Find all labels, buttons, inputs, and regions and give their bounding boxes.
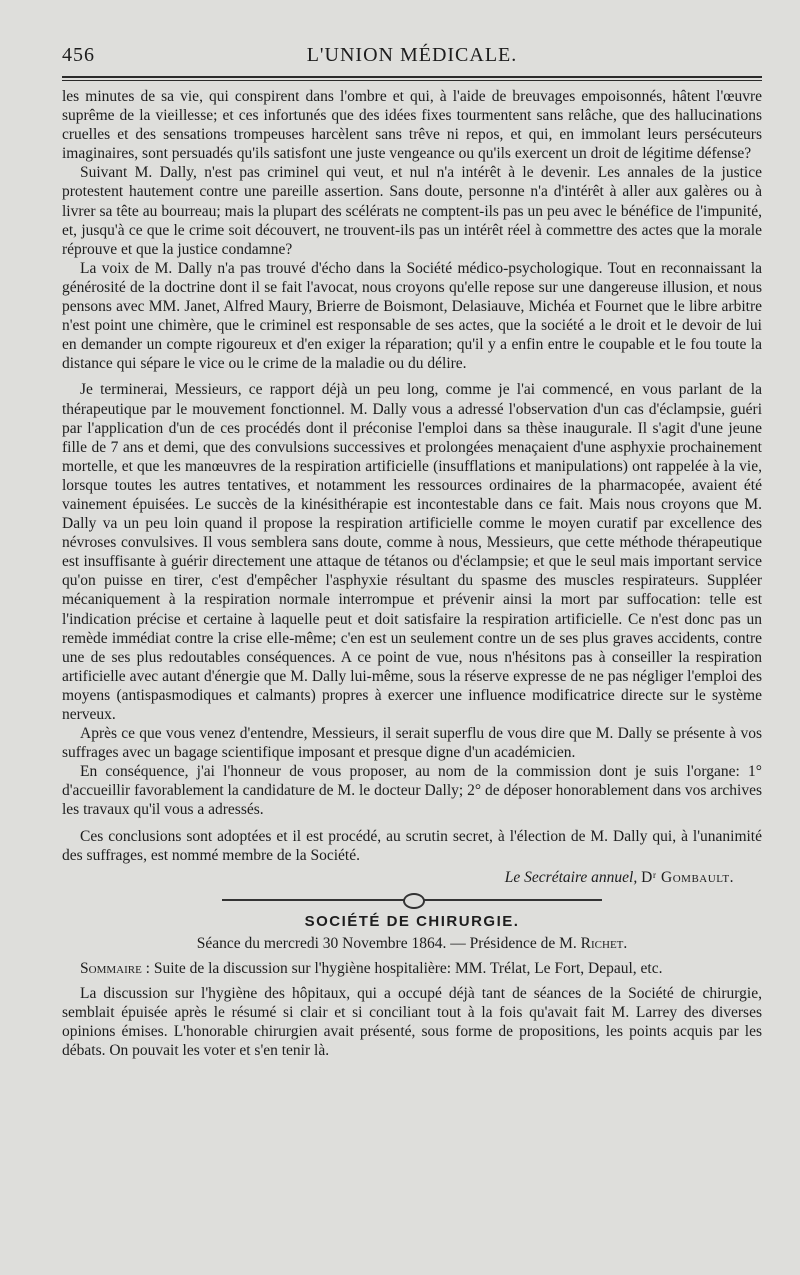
paragraph-7: Ces conclusions sont adoptées et il est procédé, au scrutin secret, à l'élection de M. Dally qui, à l'unanimité des suffrages, est nommé membre de la Société. [62, 827, 762, 864]
journal-title: L'UNION MÉDICALE. [306, 44, 518, 66]
summary-line [62, 959, 762, 978]
paragraph-2: Suivant M. Dally, n'est pas criminel qui veut, et nul n'a intérêt à le devenir. Les annales de la justice protestent hautement contre une pareille assertion. Sans doute, personne n'a d'intérêt à aller aux galères ou à livrer sa tête au bourreau; mais la plupart des scélérats ne comptent-ils pas un peu avec le bénéfice de l'impunité, et, jusqu'à ce que le crime soit découvert, ne trouvent-ils pas un intérêt réel à commettre des actes que la morale réprouve et que la justice condamne? [62, 164, 762, 258]
paragraph-4: Je terminerai, Messieurs, ce rapport déjà un peu long, comme je l'ai commencé, en vous parlant de la thérapeutique par le mouvement fonctionnel. M. Dally vous a adressé l'observation d'un cas d'éclampsie, guéri par l'application d'un de ces procédés dont il préconise l'emploi dans sa thèse inaugurale. Il s'agit d'une jeune fille de 7 ans et demi, que des convulsions successives et prolongées menaçaient d'une asphyxie prochainement mortelle, et que les manœuvres de la respiration artificielle (insufflations et manipulations) ont rappelée à la vie, lorsque toutes les autres tentatives, et notamment les ressources ordinaires de la pharmacopée, avaient été vainement épuisées. Le succès de la kinésithérapie est incontestable dans ce fait. Mais nous croyons que M. Dally va un peu loin quand il propose la respiration artificielle comme le moyen curatif par excellence des névroses convulsives. Il vous semblera sans doute, comme à nous, Messieurs, que cette méthode thérapeutique est insuffisante à guérir directement une attaque de tétanos ou d'éclampsie; et que le seul mais important service qu'on puisse en tirer, c'est d'empêcher l'asphyxie résultant du spasme des muscles respirateurs. Suppléer mécaniquement à la respiration normale interrompue et prévenir ainsi la mort par suffocation: telle est l'indication précise et certaine à laquelle peut et doit satisfaire la respiration artificielle. Ce n'est donc pas un remède immédiat contre la crise elle-même; c'en est un seulement contre un de ses plus graves accidents, contre une de ses plus redoutables conséquences. A ce point de vue, nous n'hésitons pas à conseiller la respiration artificielle avec autant d'énergie que M. Dally lui-même, sous la réserve expresse de ne pas négliger l'emploi des moyens (antispasmodiques et calmants) propres à exercer une influence modificatrice directe sur le système nerveux. [62, 381, 762, 723]
paragraph-5: Après ce que vous venez d'entendre, Messieurs, il serait superflu de vous dire que M. Dally se présente à vos suffrages avec un bagage scientifique imposant et presque digne d'un académicien. [62, 725, 762, 762]
paragraph-3: La voix de M. Dally n'a pas trouvé d'écho dans la Société médico-psychologique. Tout en reconnaissant la générosité de la doctrine dont il se fait l'avocat, nous croyons qu'elle repose sur une dangereuse illusion, et nous pensons avec MM. Janet, Alfred Maury, Brierre de Boismont, Delasiauve, Michéa et Fournet que le libre arbitre n'est point une chimère, que le criminel est responsable de ses actes, que la société a le droit et le devoir de lui en demander un compte rigoureux et d'en exiger la réparation; qu'il y a enfin entre le coupable et le fou toute la distance qui sépare le vice ou le crime de la maladie ou du délire. [62, 259, 762, 373]
header-rule [62, 76, 762, 81]
section-body [62, 984, 762, 1060]
article-body [62, 87, 762, 865]
section-title: SOCIÉTÉ DE CHIRURGIE. [304, 912, 520, 930]
signature [62, 868, 734, 887]
session-text: Séance du mercredi 30 Novembre 1864. — Présidence de M. [196, 934, 577, 952]
signature-name: Dʳ Gombault. [641, 868, 734, 886]
signature-role: Le Secrétaire annuel, [504, 868, 638, 886]
session-president: Richet. [580, 934, 628, 952]
paragraph-1: les minutes de sa vie, qui conspirent dans l'ombre et qui, à l'aide de breuvages empoisonnés, hâtent l'œuvre suprême de la vieillesse; et ces infortunés que des idées fixes tourmentent sans relâche, que des hallucinations cruelles et des sensations trompeuses harcèlent sans trêve ni repos, et qui, en immolant leurs persécuteurs imaginaires, sont persuadés qu'ils satisfont une juste vengeance ou qu'ils exercent un droit de légitime défense? [62, 88, 762, 163]
section-paragraph: La discussion sur l'hygiène des hôpitaux, qui a occupé déjà tant de séances de la Société de chirurgie, semblait épuisée après le résumé si clair et si conciliant tout à la fois qu'avait fait M. Larrey des diverses opinions émises. L'honorable chirurgien avait présenté, sous forme de propositions, les points acquis par les débats. On pouvait les voter et s'en tenir là. [62, 984, 762, 1060]
paragraph-6: En conséquence, j'ai l'honneur de vous proposer, au nom de la commission dont je suis l'organe: 1° d'accueillir favorablement la candidature de M. le docteur Dally; 2° de déposer honorablement dans vos archives les travaux qu'il vous a adressés. [62, 763, 762, 819]
page-number: 456 [62, 44, 95, 66]
running-header [62, 44, 762, 74]
ornament-knot-icon [403, 893, 425, 909]
summary-label: Sommaire : [80, 959, 150, 977]
ornament-divider [222, 893, 602, 907]
session-line [62, 934, 762, 953]
summary-text: Suite de la discussion sur l'hygiène hospitalière: MM. Trélat, Le Fort, Depaul, etc. [153, 959, 663, 977]
